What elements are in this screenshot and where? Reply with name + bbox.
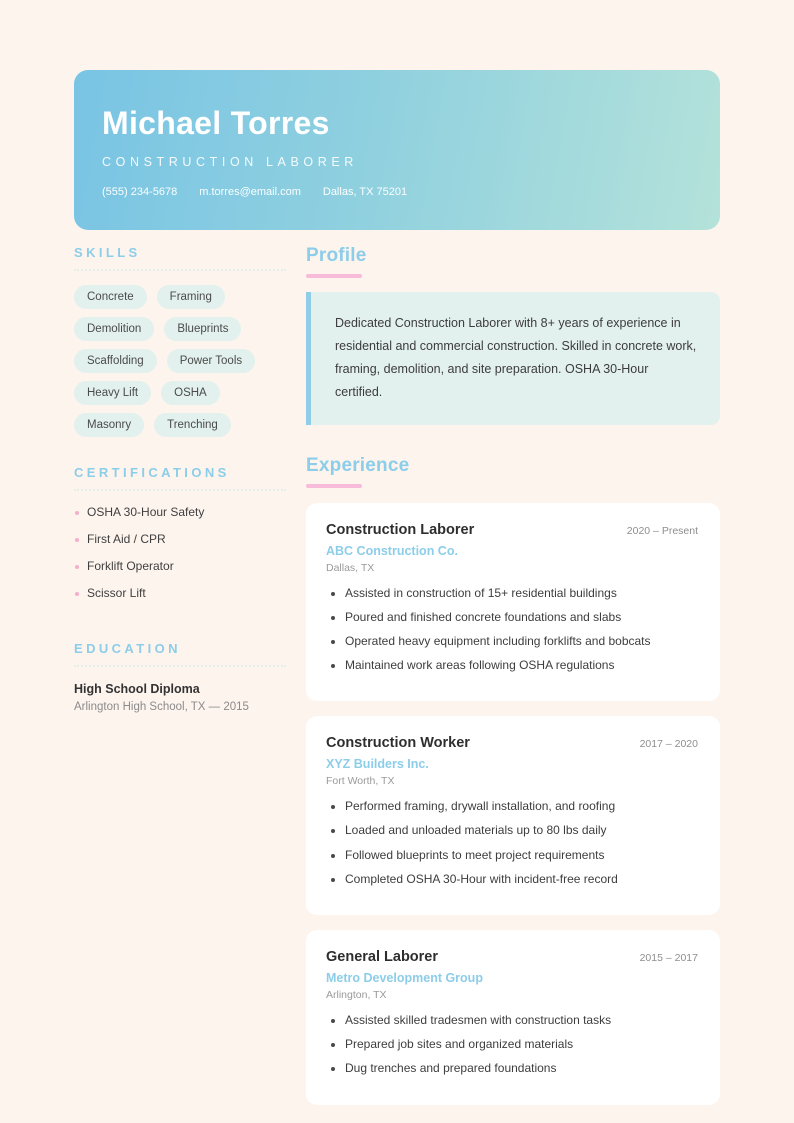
experience-bullet: • Assisted in construction of 15+ residential buildings: [345, 585, 698, 601]
candidate-job-title: CONSTRUCTION LABORER: [102, 155, 358, 170]
skill-chip: Scaffolding: [74, 349, 157, 373]
sidebar-spacer: [74, 437, 286, 465]
resume-body: [74, 245, 720, 1105]
skill-chip: Masonry: [74, 413, 144, 437]
education-section: [74, 641, 286, 713]
contact-row: [102, 186, 720, 198]
contact-phone: (555) 234-5678: [102, 186, 178, 199]
profile-heading: Profile: [306, 245, 367, 266]
certifications-list: [74, 505, 286, 600]
experience-section: [306, 455, 720, 1105]
experience-company: ABC Construction Co.: [326, 543, 458, 558]
experience-bullet: • Performed framing, drywall installation, and roofing: [345, 798, 698, 814]
certification-item: OSHA 30-Hour Safety: [74, 505, 286, 519]
skills-heading: SKILLS: [74, 245, 141, 260]
certification-item: First Aid / CPR: [74, 532, 286, 546]
experience-bullet-list: [326, 1012, 698, 1077]
experience-card-header: [326, 949, 698, 965]
education-degree: High School Diploma: [74, 682, 200, 696]
skills-chip-list: [74, 285, 274, 437]
experience-bullet: • Prepared job sites and organized materials: [345, 1036, 698, 1052]
experience-bullet: • Loaded and unloaded materials up to 80 lbs daily: [345, 822, 698, 838]
experience-bullet: • Followed blueprints to meet project requirements: [345, 847, 698, 863]
experience-bullet: • Maintained work areas following OSHA regulations: [345, 657, 698, 673]
education-school: Arlington High School, TX — 2015: [74, 701, 249, 713]
skills-divider: [74, 269, 286, 271]
certifications-divider: [74, 489, 286, 491]
main-spacer: [306, 425, 720, 455]
experience-role: Construction Worker: [326, 735, 470, 752]
experience-card-header: [326, 522, 698, 538]
contact-location: Dallas, TX 75201: [322, 186, 408, 199]
skill-chip: Heavy Lift: [74, 381, 151, 405]
experience-card: [306, 716, 720, 915]
sidebar: [74, 245, 286, 713]
skill-chip: Demolition: [74, 317, 154, 341]
experience-dates: 2020 – Present: [626, 524, 698, 537]
experience-role: General Laborer: [326, 949, 439, 965]
experience-location: Dallas, TX: [326, 561, 375, 574]
skill-chip: Power Tools: [167, 349, 255, 373]
experience-bullet-list: [326, 798, 698, 887]
experience-bullet: • Poured and finished concrete foundations and slabs: [345, 609, 698, 625]
certifications-section: [74, 465, 286, 600]
experience-role: Construction Laborer: [326, 521, 475, 538]
skill-chip: Trenching: [154, 413, 231, 437]
profile-box: [306, 292, 720, 425]
education-divider: [74, 665, 286, 667]
experience-bullet: • Completed OSHA 30-Hour with incident-free record: [345, 871, 698, 887]
skill-chip: Framing: [157, 285, 225, 309]
education-heading: EDUCATION: [74, 641, 181, 656]
skills-section: [74, 245, 286, 437]
skill-chip: Concrete: [74, 285, 147, 309]
certifications-heading: CERTIFICATIONS: [74, 465, 230, 480]
profile-text: Dedicated Construction Laborer with 8+ years of experience in residential and commercial construction. Skilled in concrete work, framing, demolition, and site preparation. OSHA 30-Hour certified.: [335, 316, 697, 400]
experience-company: XYZ Builders Inc.: [326, 757, 429, 772]
profile-section: [306, 245, 720, 425]
contact-email: m.torres@email.com: [199, 186, 301, 199]
experience-bullet: • Assisted skilled tradesmen with construction tasks: [345, 1012, 698, 1028]
experience-bullet: • Dug trenches and prepared foundations: [345, 1060, 698, 1076]
experience-heading-underline: [306, 484, 362, 488]
skill-chip: OSHA: [161, 381, 220, 405]
main-column: [306, 245, 720, 1105]
experience-heading: Experience: [306, 454, 410, 476]
experience-card-header: [326, 735, 698, 751]
profile-heading-underline: [306, 274, 362, 278]
certification-item: Scissor Lift: [74, 586, 286, 600]
skill-chip: Blueprints: [164, 317, 241, 341]
experience-card: [306, 930, 720, 1105]
experience-dates: 2017 – 2020: [639, 738, 698, 751]
experience-dates: 2015 – 2017: [639, 952, 698, 964]
experience-location: Arlington, TX: [326, 989, 387, 1001]
candidate-name: Michael Torres: [102, 105, 330, 141]
experience-bullet-list: [326, 585, 698, 674]
experience-location: Fort Worth, TX: [326, 775, 395, 788]
sidebar-spacer: [74, 613, 286, 641]
resume-header-banner: [74, 70, 720, 230]
experience-card: [306, 503, 720, 702]
experience-bullet: • Operated heavy equipment including forklifts and bobcats: [345, 633, 698, 649]
experience-company: Metro Development Group: [326, 971, 483, 985]
certification-item: Forklift Operator: [74, 559, 286, 573]
